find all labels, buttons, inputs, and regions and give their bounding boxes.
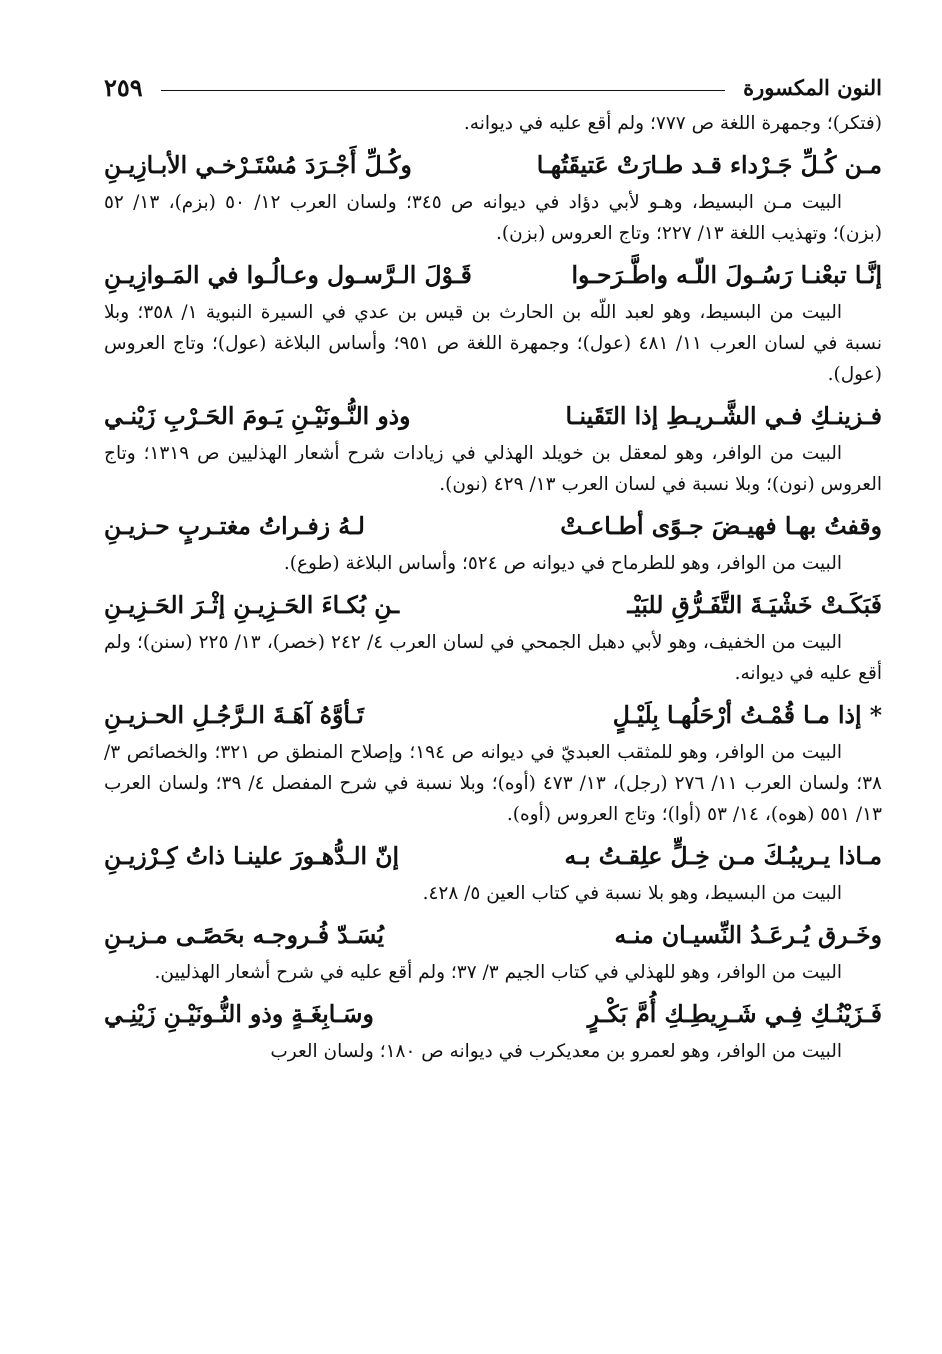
verse-second-hemistich: ـنِ بُكـاءَ الحَـزِيـنِ إثْـرَ الحَـزِيـنِ [104,591,400,619]
verse-second-hemistich: وذو النُّـونَيْـنِ يَـومَ الحَـرْبِ زَيْنـي [104,402,411,430]
source-note [104,187,882,249]
verse-second-hemistich: يُسَـدّ فُـروجـه بحَصًـى مـزيـنِ [104,921,385,949]
verse-entry [104,504,882,579]
running-header [104,66,882,108]
verse-entry [104,253,882,390]
verse-second-hemistich: إنّ الـدُّهـورَ علينـا ذاتُ كِـرْزيـنِ [104,842,400,870]
verse-first-hemistich: فـزينـكِ فـي الشَّـريـطِ إذا التَقَينـا [565,402,882,430]
source-note [104,438,882,500]
page [104,66,882,1069]
chapter-title: النون المكسورة [743,74,882,100]
header-rule [161,90,725,91]
page-number: ٢٥٩ [104,72,143,102]
poetry-verse [104,693,882,737]
verse-entry [104,693,882,830]
verse-first-hemistich: فَبَكَـتْ خَشْيَـةَ التَّفَـرُّقِ للبَيْـ [627,591,882,619]
verse-first-hemistich: إنَّـا تبعْنـا رَسُـولَ اللّـه واطَّـرَحـوا [571,261,882,289]
source-note-text: البيت مـن البسيط، وهـو لأبي دؤاد في ديوانه ص ٣٤٥؛ ولسان العرب ١٢/ ٥٠ (بزم)، ١٣/ ٥٢ (بزن)؛ وتهذيب اللغة ١٣/ ٢٢٧؛ وتاج العروس (بزن). [104,192,882,244]
source-note-text: البيت من الخفيف، وهو لأبي دهبل الجمحي في لسان العرب ٤/ ٢٤٢ (خصر)، ١٣/ ٢٢٥ (سنن)؛ ولم أقع عليه في ديوانه. [104,632,882,684]
verse-second-hemistich: وكُـلِّ أَجْـرَدَ مُسْتَـرْخـي الأبـازِيـنِ [104,151,412,179]
source-note [104,737,882,830]
verse-entry [104,394,882,500]
source-note [104,627,882,689]
source-note-text: البيت من البسيط، وهو لعبد اللّه بن الحارث بن قيس بن عدي في السيرة النبوية ١/ ٣٥٨؛ وبلا نسبة في لسان العرب ١١/ ٤٨١ (عول)؛ وجمهرة اللغة ص ٩٥١؛ وأساس البلاغة (عول)؛ وتاج العروس (عول). [104,302,882,385]
verse-first-hemistich: وخَـرق يُـرعَـدُ النِّسيـان منـه [614,921,882,949]
poetry-verse [104,394,882,438]
verse-first-hemistich: * إذا مـا قُمْـتُ أرْحَلُهـا بِلَيْـلٍ [612,701,882,729]
reference-continuation: (فتكر)؛ وجمهرة اللغة ص ٧٧٧؛ ولم أقع عليه في ديوانه. [463,113,882,134]
source-note [104,878,882,909]
poetry-verse [104,143,882,187]
verse-first-hemistich: وقفتُ بهـا فهيـضَ جـوًى أطـاعـتْ [560,512,882,540]
verse-second-hemistich: تَـأوَّهُ آهَـةَ الـرَّجُـلِ الحـزيـنِ [104,701,364,729]
source-note [104,1036,882,1067]
verse-entry [104,992,882,1067]
source-note-text: البيت من الوافر، وهو للطرماح في ديوانه ص ٥٢٤؛ وأساس البلاغة (طوع). [283,553,842,574]
source-note [104,957,882,988]
source-note-text: البيت من الوافر، وهو للهذلي في كتاب الجيم ٣/ ٣٧؛ ولم أقع عليه في شرح أشعار الهذليين. [154,962,842,983]
verse-entry [104,583,882,689]
source-note-text: البيت من الوافر، وهو للمثقب العبديّ في ديوانه ص ١٩٤؛ وإصلاح المنطق ص ٣٢١؛ والخصائص ٣/ ٣٨؛ ولسان العرب ١١/ ٢٧٦ (رجل)، ١٣/ ٤٧٣ (أوه)؛ وبلا نسبة في شرح المفصل ٤/ ٣٩؛ ولسان العرب ١٣/ ٥٥١ (هوه)، ١٤/ ٥٣ (أوا)؛ وتاج العروس (أوه). [104,742,882,825]
source-note [104,297,882,390]
verse-first-hemistich: مـاذا يـريبُـكَ مـن خِـلٍّ علِقـتُ بـه [564,842,882,870]
poetry-verse [104,913,882,957]
poetry-verse [104,583,882,627]
verse-second-hemistich: قَـوْلَ الـرَّسـول وعـالُـوا في المَـوازِيـنِ [104,261,472,289]
source-note-text: البيت من الوافر، وهو لعمرو بن معديكرب في ديوانه ص ١٨٠؛ ولسان العرب [270,1041,842,1062]
verse-second-hemistich: وسَـابِغَـةٍ وذو النُّـونَيْـنِ زَيْنِـي [104,1000,374,1028]
source-note-text: البيت من البسيط، وهو بلا نسبة في كتاب العين ٥/ ٤٢٨. [422,883,842,904]
poetry-verse [104,834,882,878]
verse-second-hemistich: لـهُ زفـراتُ مغتـربٍ حـزيـنِ [104,512,365,540]
poetry-verse [104,992,882,1036]
verse-entries [104,143,882,1067]
poetry-verse [104,253,882,297]
verse-first-hemistich: مـن كُـلِّ جَـرْداء قـد طـارَتْ عَتيقَتُهـا [536,151,882,179]
poetry-verse [104,504,882,548]
verse-entry [104,834,882,909]
source-note [104,548,882,579]
verse-entry [104,143,882,249]
verse-first-hemistich: فَـزَيْنُـكِ فِـي شَـرِيطِـكِ أُمَّ بَكْـرٍ [587,1000,882,1028]
source-note-text: البيت من الوافر، وهو لمعقل بن خويلد الهذلي في زيادات شرح أشعار الهذليين ص ١٣١٩؛ وتاج العروس (نون)؛ وبلا نسبة في لسان العرب ١٣/ ٤٢٩ (نون). [104,443,882,495]
verse-entry [104,913,882,988]
